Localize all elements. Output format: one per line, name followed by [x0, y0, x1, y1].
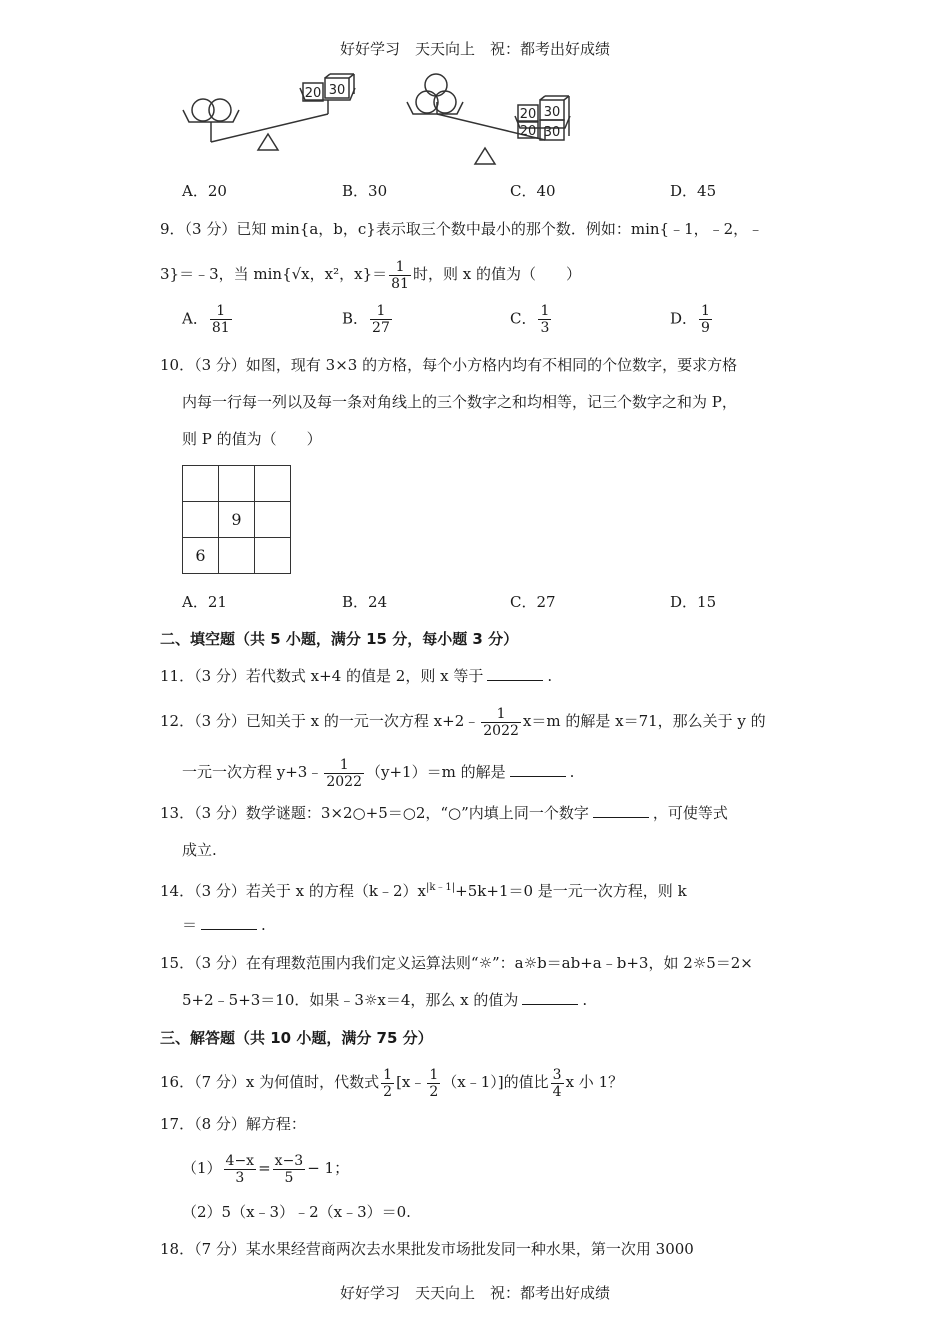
box-label: 30	[543, 105, 561, 120]
magic-square-grid	[182, 465, 291, 574]
q16: 16．（7 分）x 为何值时，代数式 $\frac{1}{2}$ [x﹣ $\frac{1}{2}$ （x﹣1）]的值比 $\frac{3}{4}$ x 小 1？	[160, 1066, 624, 1100]
q18: 18．（7 分）某水果经营商两次去水果批发市场批发同一种水果，第一次用 3000	[160, 1240, 694, 1258]
q14-line1: 14．（3 分）若关于 x 的方程$(k﹣2)x^{|k﹣1|}+5k+1=0$ 是一元一次方程，则 k	[160, 882, 687, 900]
section-2-title: 二、填空题（共 5 小题，满分 15 分，每小题 3 分）	[160, 630, 519, 648]
q11: 11．（3 分）若代数式 x+4 的值是 2，则 x 等于 .	[160, 667, 553, 685]
q8-option-c: C．40	[510, 182, 556, 200]
q10-option-a: A．21	[182, 593, 227, 611]
answer-blank[interactable]	[522, 990, 578, 1005]
q17-title: 17．（8 分）解方程：	[160, 1115, 306, 1133]
q15-line2: 5+2﹣5+3＝10．如果﹣3☼x＝4，那么 x 的值为 .	[182, 991, 588, 1009]
q10-option-b: B．24	[342, 593, 388, 611]
grid-cell	[255, 466, 291, 502]
q8-option-d: D．45	[670, 182, 717, 200]
q9-text-b: 时，则 x 的值为（ ）	[412, 265, 581, 283]
fulcrum-left	[258, 134, 278, 150]
page-footer: 好好学习 天天向上 祝：都考出好成绩	[339, 1284, 610, 1302]
page-header: 好好学习 天天向上 祝：都考出好成绩	[339, 40, 610, 58]
q10-line3: 则 P 的值为（ ）	[182, 430, 322, 448]
grid-cell	[255, 502, 291, 538]
q9-line1: 9．（3 分）已知 min{a，b，c}表示取三个数中最小的那个数．例如：min{﹣1，﹣2，﹣	[160, 220, 764, 238]
q17-part1: （1） $\frac{4-x}{3}$ = $\frac{x-3}{5}$ − 1；	[182, 1152, 350, 1186]
q10-option-c: C．27	[510, 593, 556, 611]
grid-cell: 6	[183, 538, 219, 574]
q17-part2: （2）5（x﹣3）﹣2（x﹣3）＝0.	[182, 1203, 411, 1221]
grid-cell	[183, 466, 219, 502]
q9-option-a: A． $\frac{1}{81}$	[182, 303, 230, 336]
q10-line1: 10．（3 分）如图，现有 3×3 的方格，每个小方格内均有不相同的个位数字，要求方格	[160, 356, 738, 374]
q13-line2: 成立.	[182, 841, 217, 859]
q12-line1: 12．（3 分）已知关于 x 的一元一次方程 x+2﹣ $\frac{1}{2022}$ x＝m 的解是 x＝71，那么关于 y 的	[160, 705, 766, 739]
q14-line2: ＝ .	[182, 916, 266, 934]
answer-blank[interactable]	[487, 666, 543, 681]
answer-blank[interactable]	[510, 762, 566, 777]
section-3-title: 三、解答题（共 10 小题，满分 75 分）	[160, 1029, 433, 1047]
box-label: 20	[519, 124, 537, 139]
balance-figure	[175, 72, 595, 174]
grid-cell	[183, 502, 219, 538]
q9-line2	[160, 254, 581, 294]
q9-option-c: C． $\frac{1}{3}$	[510, 303, 550, 336]
box-label: 20	[304, 86, 322, 101]
q10-option-d: D．15	[670, 593, 717, 611]
q8-option-a: A．20	[182, 182, 227, 200]
q9-option-b: B． $\frac{1}{27}$	[342, 303, 390, 336]
grid-cell: 9	[219, 502, 255, 538]
q9-text-a: 3}＝﹣3，当 min{√x，x²，x}＝	[160, 265, 388, 283]
grid-cell	[255, 538, 291, 574]
grid-cell	[219, 466, 255, 502]
fulcrum-right	[475, 148, 495, 164]
answer-blank[interactable]	[593, 803, 649, 818]
q8-option-b: B．30	[342, 182, 388, 200]
box-label: 30	[328, 83, 346, 98]
q15-line1: 15．（3 分）在有理数范围内我们定义运算法则“☼”：a☼b＝ab+a﹣b+3，如 2☼5＝2×	[160, 954, 753, 972]
q13-line1: 13．（3 分）数学谜题：3×2○+5＝○2，“○”内填上同一个数字 ，可使等式	[160, 804, 728, 822]
q9-fraction: $\frac{1}{81}$	[391, 258, 409, 292]
q12-line2: 一元一次方程 y+3﹣ $\frac{1}{2022}$ （y+1）＝m 的解是 .	[182, 756, 575, 790]
grid-cell	[219, 538, 255, 574]
box-label: 30	[543, 125, 561, 140]
q10-line2: 内每一行每一列以及每一条对角线上的三个数字之和均相等，记三个数字之和为 P，	[182, 393, 737, 411]
box-label: 20	[519, 107, 537, 122]
q9-option-d: D． $\frac{1}{9}$	[670, 303, 710, 336]
answer-blank[interactable]	[201, 915, 257, 930]
